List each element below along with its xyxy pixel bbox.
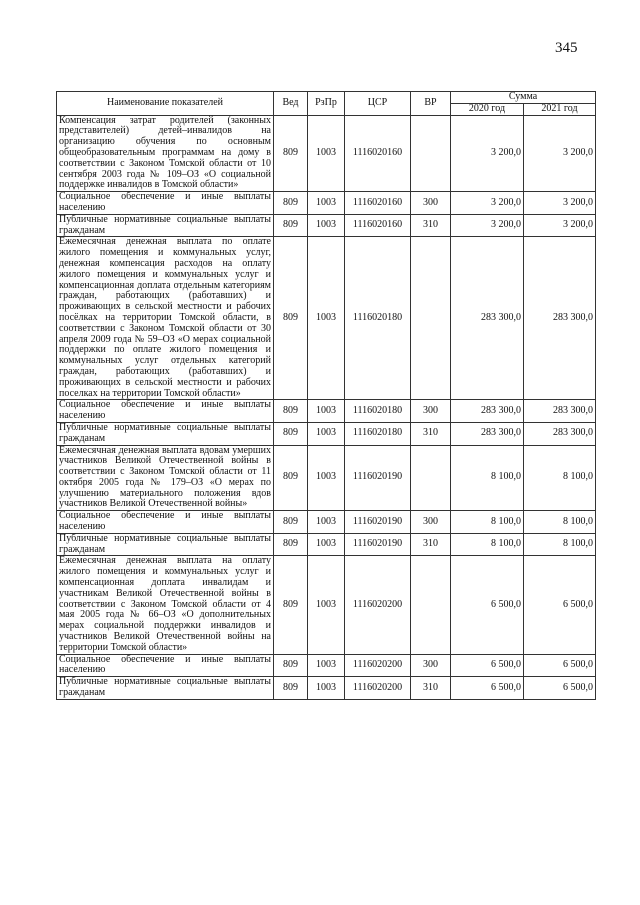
cell-vr [411,445,451,511]
cell-2021: 6 500,0 [524,654,596,677]
cell-2021: 8 100,0 [524,511,596,534]
cell-2020: 283 300,0 [451,422,524,445]
cell-2020: 6 500,0 [451,677,524,700]
cell-ved: 809 [274,400,308,423]
cell-2021: 8 100,0 [524,533,596,556]
cell-vr [411,237,451,400]
cell-rzpr: 1003 [308,445,345,511]
table-row [57,192,596,215]
cell-2020: 6 500,0 [451,654,524,677]
cell-ved: 809 [274,115,308,192]
cell-rzpr: 1003 [308,400,345,423]
cell-vr: 300 [411,192,451,215]
cell-2021: 3 200,0 [524,214,596,237]
cell-2020: 3 200,0 [451,192,524,215]
cell-name: Социальное обеспечение и иные выплаты населению [57,511,274,534]
header-year-2020: 2020 год [451,103,524,115]
header-csr: ЦСР [345,92,411,116]
cell-vr: 310 [411,677,451,700]
cell-2020: 6 500,0 [451,556,524,654]
cell-vr: 310 [411,214,451,237]
table-row [57,422,596,445]
cell-rzpr: 1003 [308,237,345,400]
cell-csr: 1116020180 [345,237,411,400]
cell-ved: 809 [274,533,308,556]
cell-csr: 1116020190 [345,511,411,534]
cell-rzpr: 1003 [308,422,345,445]
cell-2020: 8 100,0 [451,511,524,534]
header-rzpr: РзПр [308,92,345,116]
cell-name: Публичные нормативные социальные выплаты гражданам [57,214,274,237]
cell-name: Ежемесячная денежная выплата вдовам умерших участников Великой Отечественной войны в соответствии с Законом Томской области от 11 октября 2005 года № 179–ОЗ «О мерах по улучшению материального положения вдов участников Великой Отечественной войны» [57,445,274,511]
cell-name: Публичные нормативные социальные выплаты гражданам [57,422,274,445]
cell-name: Ежемесячная денежная выплата на оплату жилого помещения и коммунальных услуг и компенсационная доплата инвалидам и участникам Великой Отечественной войны в соответствии с Законом Томской области от 4 мая 2005 года № 66–ОЗ «О дополнительных мерах социальной поддержки инвалидов и участников Великой Отечественной войны на территории Томской области» [57,556,274,654]
cell-vr: 310 [411,533,451,556]
cell-name: Социальное обеспечение и иные выплаты населению [57,400,274,423]
cell-ved: 809 [274,556,308,654]
cell-csr: 1116020160 [345,115,411,192]
cell-ved: 809 [274,237,308,400]
cell-2020: 8 100,0 [451,445,524,511]
table-row [57,654,596,677]
cell-2021: 6 500,0 [524,556,596,654]
cell-2021: 283 300,0 [524,237,596,400]
page-number: 345 [555,40,578,56]
header-sum: Сумма [451,92,596,104]
cell-csr: 1116020190 [345,533,411,556]
cell-ved: 809 [274,677,308,700]
table-row [57,115,596,192]
cell-ved: 809 [274,511,308,534]
cell-csr: 1116020180 [345,400,411,423]
cell-rzpr: 1003 [308,511,345,534]
cell-name: Компенсация затрат родителей (законных представителей) детей–инвалидов на организацию обучения по основным общеобразовательным программам на дому в соответствии с Законом Томской области от 10 сентября 2003 года № 109–ОЗ «О социальной поддержке инвалидов в Томской области» [57,115,274,192]
header-name: Наименование показателей [57,92,274,116]
cell-csr: 1116020200 [345,677,411,700]
cell-csr: 1116020190 [345,445,411,511]
cell-2020: 283 300,0 [451,400,524,423]
budget-table [56,91,596,700]
cell-2021: 283 300,0 [524,400,596,423]
cell-rzpr: 1003 [308,556,345,654]
table-row [57,237,596,400]
cell-2020: 8 100,0 [451,533,524,556]
cell-rzpr: 1003 [308,533,345,556]
cell-ved: 809 [274,214,308,237]
cell-vr [411,115,451,192]
cell-rzpr: 1003 [308,115,345,192]
cell-rzpr: 1003 [308,677,345,700]
table-row [57,556,596,654]
cell-ved: 809 [274,192,308,215]
cell-name: Социальное обеспечение и иные выплаты населению [57,654,274,677]
cell-2021: 3 200,0 [524,115,596,192]
cell-ved: 809 [274,654,308,677]
cell-vr: 300 [411,400,451,423]
table-body [57,115,596,699]
cell-csr: 1116020200 [345,556,411,654]
header-ved: Вед [274,92,308,116]
cell-2020: 3 200,0 [451,214,524,237]
cell-ved: 809 [274,445,308,511]
cell-2021: 3 200,0 [524,192,596,215]
table-row [57,214,596,237]
cell-name: Социальное обеспечение и иные выплаты населению [57,192,274,215]
table-row [57,445,596,511]
header-year-2021: 2021 год [524,103,596,115]
cell-name: Публичные нормативные социальные выплаты гражданам [57,677,274,700]
cell-vr: 300 [411,654,451,677]
cell-2021: 283 300,0 [524,422,596,445]
cell-rzpr: 1003 [308,214,345,237]
cell-name: Ежемесячная денежная выплата по оплате жилого помещения и коммунальных услуг, денежная компенсация расходов на оплату жилого помещения и коммунальных услуг и компенсационная доплата отдельным категориям граждан, работающих (работавших) и проживающих в сельской местности и рабочих посёлках на территории Томской области, в соответствии с Законом Томской области от 30 апреля 2009 года № 59–ОЗ «О мерах социальной поддержки по оплате жилого помещения и коммунальных услуг отдельных категорий граждан, работающих (работавших) и проживающих в сельской местности и рабочих поселках на территории Томской области» [57,237,274,400]
cell-2021: 8 100,0 [524,445,596,511]
table-row [57,677,596,700]
cell-csr: 1116020200 [345,654,411,677]
cell-vr: 300 [411,511,451,534]
cell-rzpr: 1003 [308,654,345,677]
cell-name: Публичные нормативные социальные выплаты гражданам [57,533,274,556]
cell-2021: 6 500,0 [524,677,596,700]
cell-ved: 809 [274,422,308,445]
header-vr: ВР [411,92,451,116]
cell-vr: 310 [411,422,451,445]
table-row [57,533,596,556]
cell-csr: 1116020160 [345,192,411,215]
table-row [57,511,596,534]
cell-vr [411,556,451,654]
table-row [57,400,596,423]
cell-2020: 283 300,0 [451,237,524,400]
cell-csr: 1116020180 [345,422,411,445]
cell-2020: 3 200,0 [451,115,524,192]
cell-csr: 1116020160 [345,214,411,237]
cell-rzpr: 1003 [308,192,345,215]
